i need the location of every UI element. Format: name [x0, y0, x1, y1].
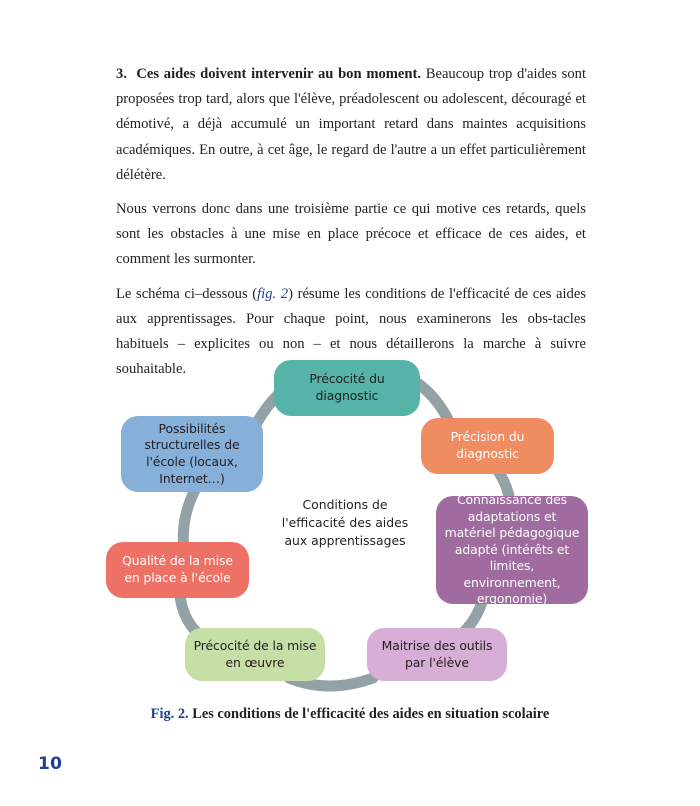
diagram-node-connaissance-adaptations	[436, 491, 588, 607]
diagram-node-maitrise-outils	[367, 628, 507, 681]
paragraph-troisieme-partie: Nous verrons donc dans une troisième partie ce qui motive ces retards, quels sont les obstacles à une mise en place précoce et efficace de ces aides, et comment les surmonter.	[116, 201, 586, 268]
paragraph-lead-in: Ces aides doivent intervenir au bon moment.	[136, 66, 422, 82]
paragraph-item-3	[116, 62, 586, 188]
diagram-node-label: Précocité du diagnostic	[309, 371, 385, 403]
diagram-center-line: aux apprentissages	[284, 533, 406, 548]
diagram-center-line: Conditions de	[302, 497, 388, 512]
diagram-node-label: Précocité de la mise en œuvre	[193, 637, 317, 670]
figure-caption-label: Fig. 2.	[150, 706, 189, 722]
figure-reference-link[interactable]: fig. 2	[257, 285, 289, 302]
diagram-node-label: Précision du diagnostic	[450, 429, 525, 461]
cycle-diagram	[84, 356, 620, 696]
figure-caption	[0, 706, 700, 723]
figure-caption-text: Les conditions de l'efficacité des aides en situation scolaire	[188, 706, 550, 722]
diagram-node-qualite-mise-en-place	[106, 542, 249, 598]
body-text-column	[116, 62, 586, 382]
paragraph-body: Beaucoup trop d'aides sont proposées trop tard, alors que l'élève, préadolescent ou adolescent, découragé et démotivé, a déjà accumulé un important retard dans maintes acquisitions académiques. En outre, à cet âge, le regard de l'autre a un effet particulièrement délétère.	[116, 66, 586, 183]
diagram-node-possibilites-structurelles	[121, 416, 263, 492]
diagram-node-precision-diagnostic	[421, 418, 554, 474]
diagram-node-precocite-diagnostic	[274, 360, 420, 416]
diagram-node-precocite-mise-en-oeuvre	[185, 628, 325, 681]
paragraph-schema-before-ref: Le schéma ci–dessous (	[116, 285, 258, 302]
paragraph-schema-after-ref: ) résume les conditions de l'efficacité de ces aides aux apprentissages. Pour chaque point, nous examinerons les obs-tacles habituels – explicites ou non – et nous détaillerons la marche à suivre souhaitable.	[116, 285, 586, 378]
diagram-node-label: Connaissance des adaptations et matériel pédagogique adapté (intérêts et limites, environnement, ergonomie)	[444, 491, 580, 607]
page-number: 10	[38, 754, 63, 774]
diagram-node-label: Qualité de la mise en place à l'école	[122, 553, 233, 585]
diagram-node-label: Maitrise des outils par l'élève	[381, 637, 493, 670]
diagram-center-label	[252, 496, 438, 550]
list-number: 3.	[116, 66, 127, 82]
diagram-node-label: Possibilités structurelles de l'école (locaux, Internet…)	[144, 420, 240, 486]
diagram-center-line: l'efficacité des aides	[281, 515, 409, 530]
